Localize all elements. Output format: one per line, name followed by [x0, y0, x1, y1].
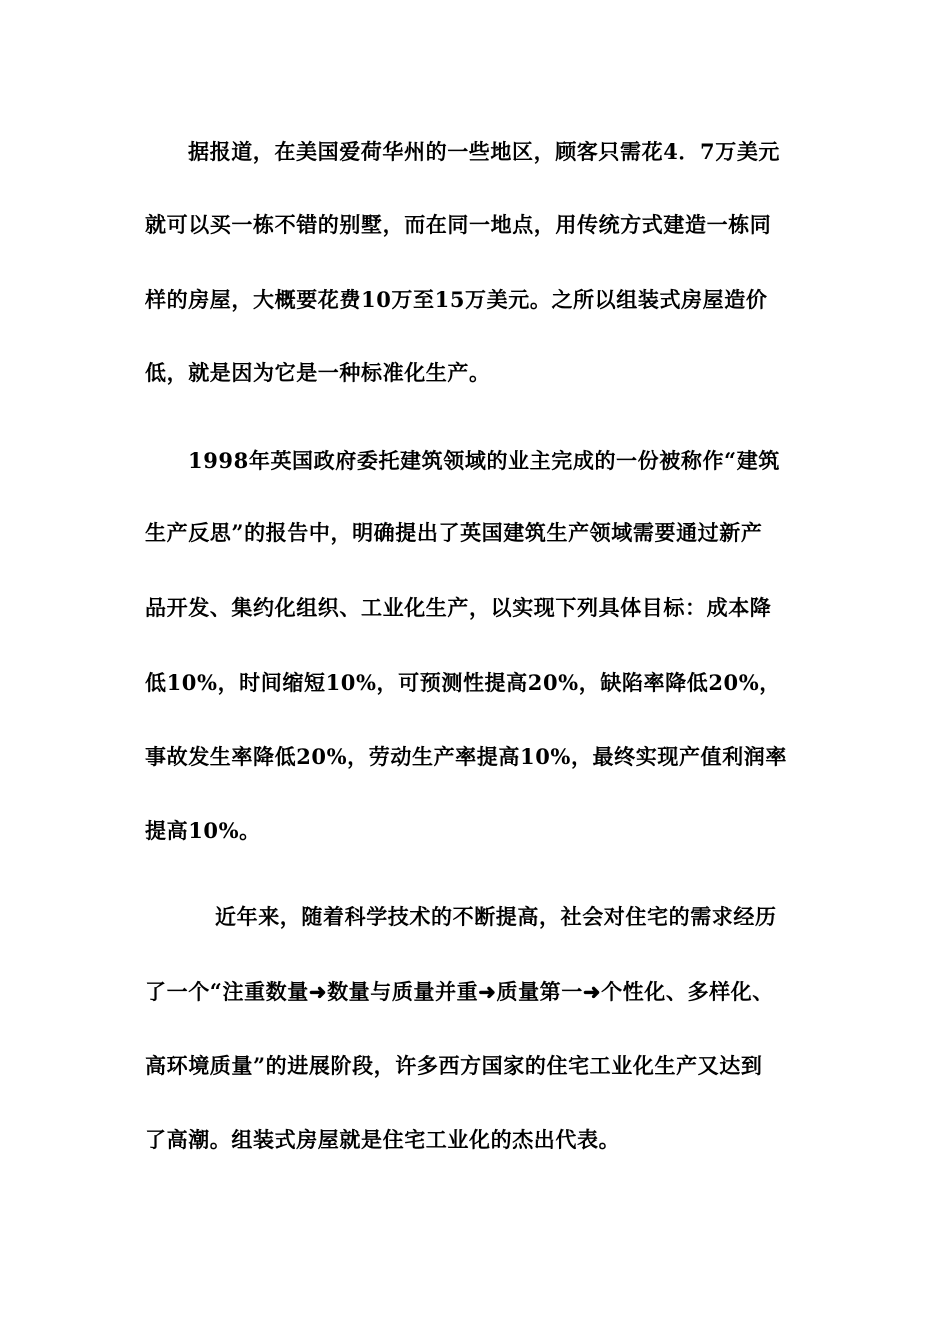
paragraph-2-line-3: 品开发、集约化组织、工业化生产，以实现下列具体目标：成本降	[145, 595, 772, 620]
paragraph-2-line-6: 提高10%。	[145, 818, 261, 843]
paragraph-1-line-1: 据报道，在美国爱荷华州的一些地区，顾客只需花4．7万美元	[188, 139, 781, 164]
paragraph-1-line-4: 低，就是因为它是一种标准化生产。	[145, 360, 491, 385]
paragraph-3-line-3: 高环境质量”的进展阶段，许多西方国家的住宅工业化生产又达到	[145, 1053, 763, 1078]
paragraph-3-line-2: 了一个“注重数量➜数量与质量并重➜质量第一➜个性化、多样化、	[145, 979, 774, 1004]
paragraph-1-line-3: 样的房屋，大概要花费10万至15万美元。之所以组装式房屋造价	[145, 287, 768, 312]
paragraph-1-line-2: 就可以买一栋不错的别墅，而在同一地点，用传统方式建造一栋同	[145, 212, 772, 237]
paragraph-2-line-5: 事故发生率降低20%，劳动生产率提高10%，最终实现产值利润率	[145, 744, 787, 769]
paragraph-2-line-4: 低10%，时间缩短10%，可预测性提高20%，缺陷率降低20%，	[145, 670, 781, 695]
paragraph-2-line-1: 1998年英国政府委托建筑领域的业主完成的一份被称作“建筑	[188, 448, 780, 473]
paragraph-3-line-1: 近年来，随着科学技术的不断提高，社会对住宅的需求经历	[215, 904, 777, 929]
paragraph-2-line-2: 生产反思”的报告中，明确提出了英国建筑生产领域需要通过新产	[145, 520, 763, 545]
paragraph-3-line-4: 了高潮。组装式房屋就是住宅工业化的杰出代表。	[145, 1127, 621, 1152]
